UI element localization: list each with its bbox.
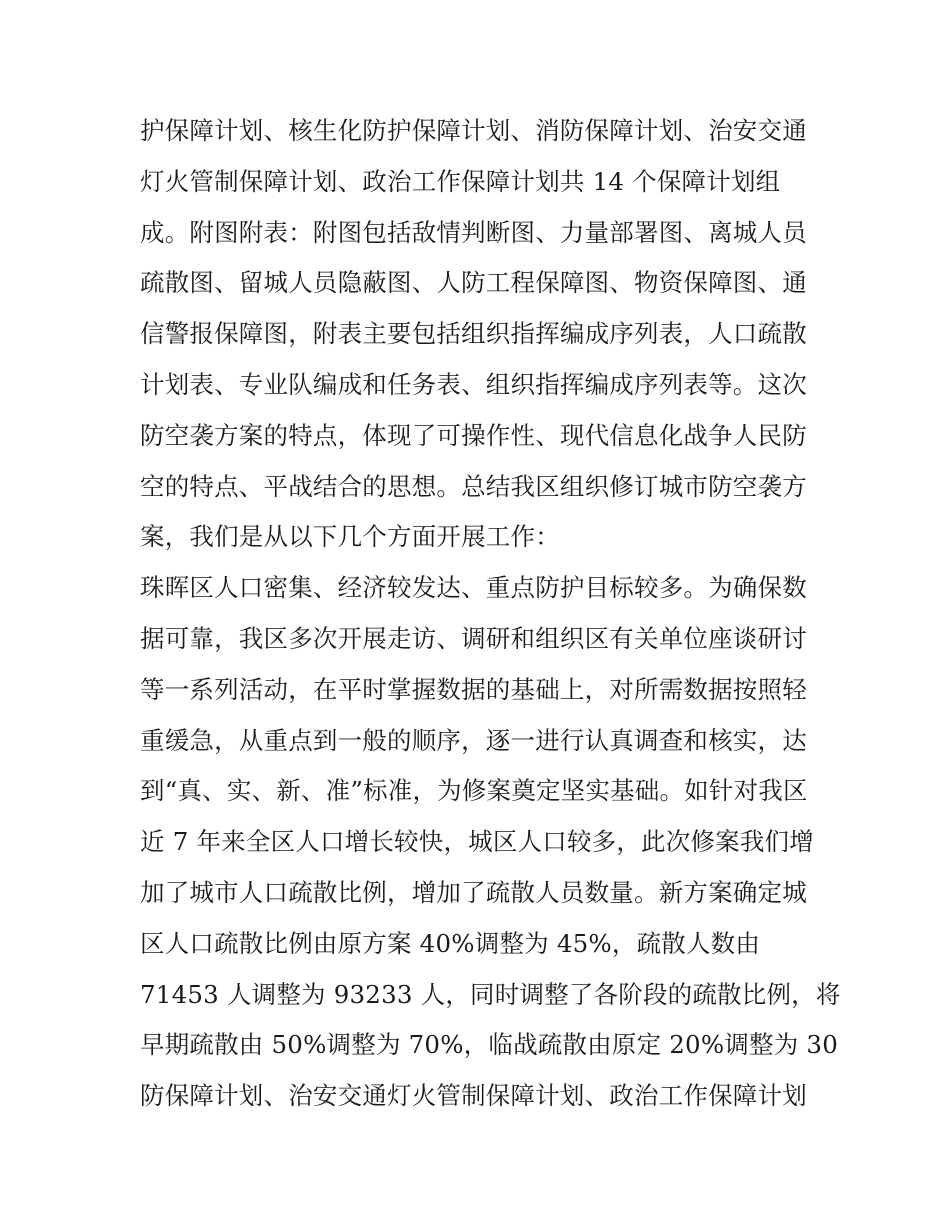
text-line: 案，我们是从以下几个方面开展工作： <box>140 522 560 552</box>
text-line: 71453 人调整为 93233 人，同时调整了各阶段的疏散比例，将 <box>140 979 841 1009</box>
text-line: 空的特点、平战结合的思想。总结我区组织修订城市防空袭方 <box>140 471 807 501</box>
text-line: 防保障计划、治安交通灯火管制保障计划、政治工作保障计划 <box>140 1081 807 1111</box>
text-line: 护保障计划、核生化防护保障计划、消防保障计划、治安交通 <box>140 116 807 145</box>
text-line: 计划表、专业队编成和任务表、组织指挥编成序列表等。这次 <box>140 369 807 399</box>
text-line: 防空袭方案的特点，体现了可操作性、现代信息化战争人民防 <box>140 420 807 450</box>
text-line: 成。附图附表：附图包括敌情判断图、力量部署图、离城人员 <box>140 217 807 247</box>
text-line: 信警报保障图，附表主要包括组织指挥编成序列表，人口疏散 <box>140 319 807 349</box>
text-line: 据可靠，我区多次开展走访、调研和组织区有关单位座谈研讨 <box>140 623 807 653</box>
text-line: 近 7 年来全区人口增长较快，城区人口较多，此次修案我们增 <box>140 827 814 857</box>
text-line: 早期疏散由 50%调整为 70%，临战疏散由原定 20%调整为 30 <box>140 1030 838 1060</box>
text-line: 疏散图、留城人员隐蔽图、人防工程保障图、物资保障图、通 <box>140 268 807 298</box>
body-text <box>140 110 841 1126</box>
text-line: 重缓急，从重点到一般的顺序，逐一进行认真调查和核实，达 <box>140 725 807 755</box>
text-line: 到“真、实、新、准”标准，为修案奠定坚实基础。如针对我区 <box>140 776 808 806</box>
text-line: 灯火管制保障计划、政治工作保障计划共 14 个保障计划组 <box>140 166 781 196</box>
text-line: 珠晖区人口密集、经济较发达、重点防护目标较多。为确保数 <box>140 573 807 603</box>
text-line: 加了城市人口疏散比例，增加了疏散人员数量。新方案确定城 <box>140 877 807 907</box>
text-line: 等一系列活动，在平时掌握数据的基础上，对所需数据按照轻 <box>140 674 807 704</box>
text-line: 区人口疏散比例由原方案 40%调整为 45%，疏散人数由 <box>140 928 761 958</box>
